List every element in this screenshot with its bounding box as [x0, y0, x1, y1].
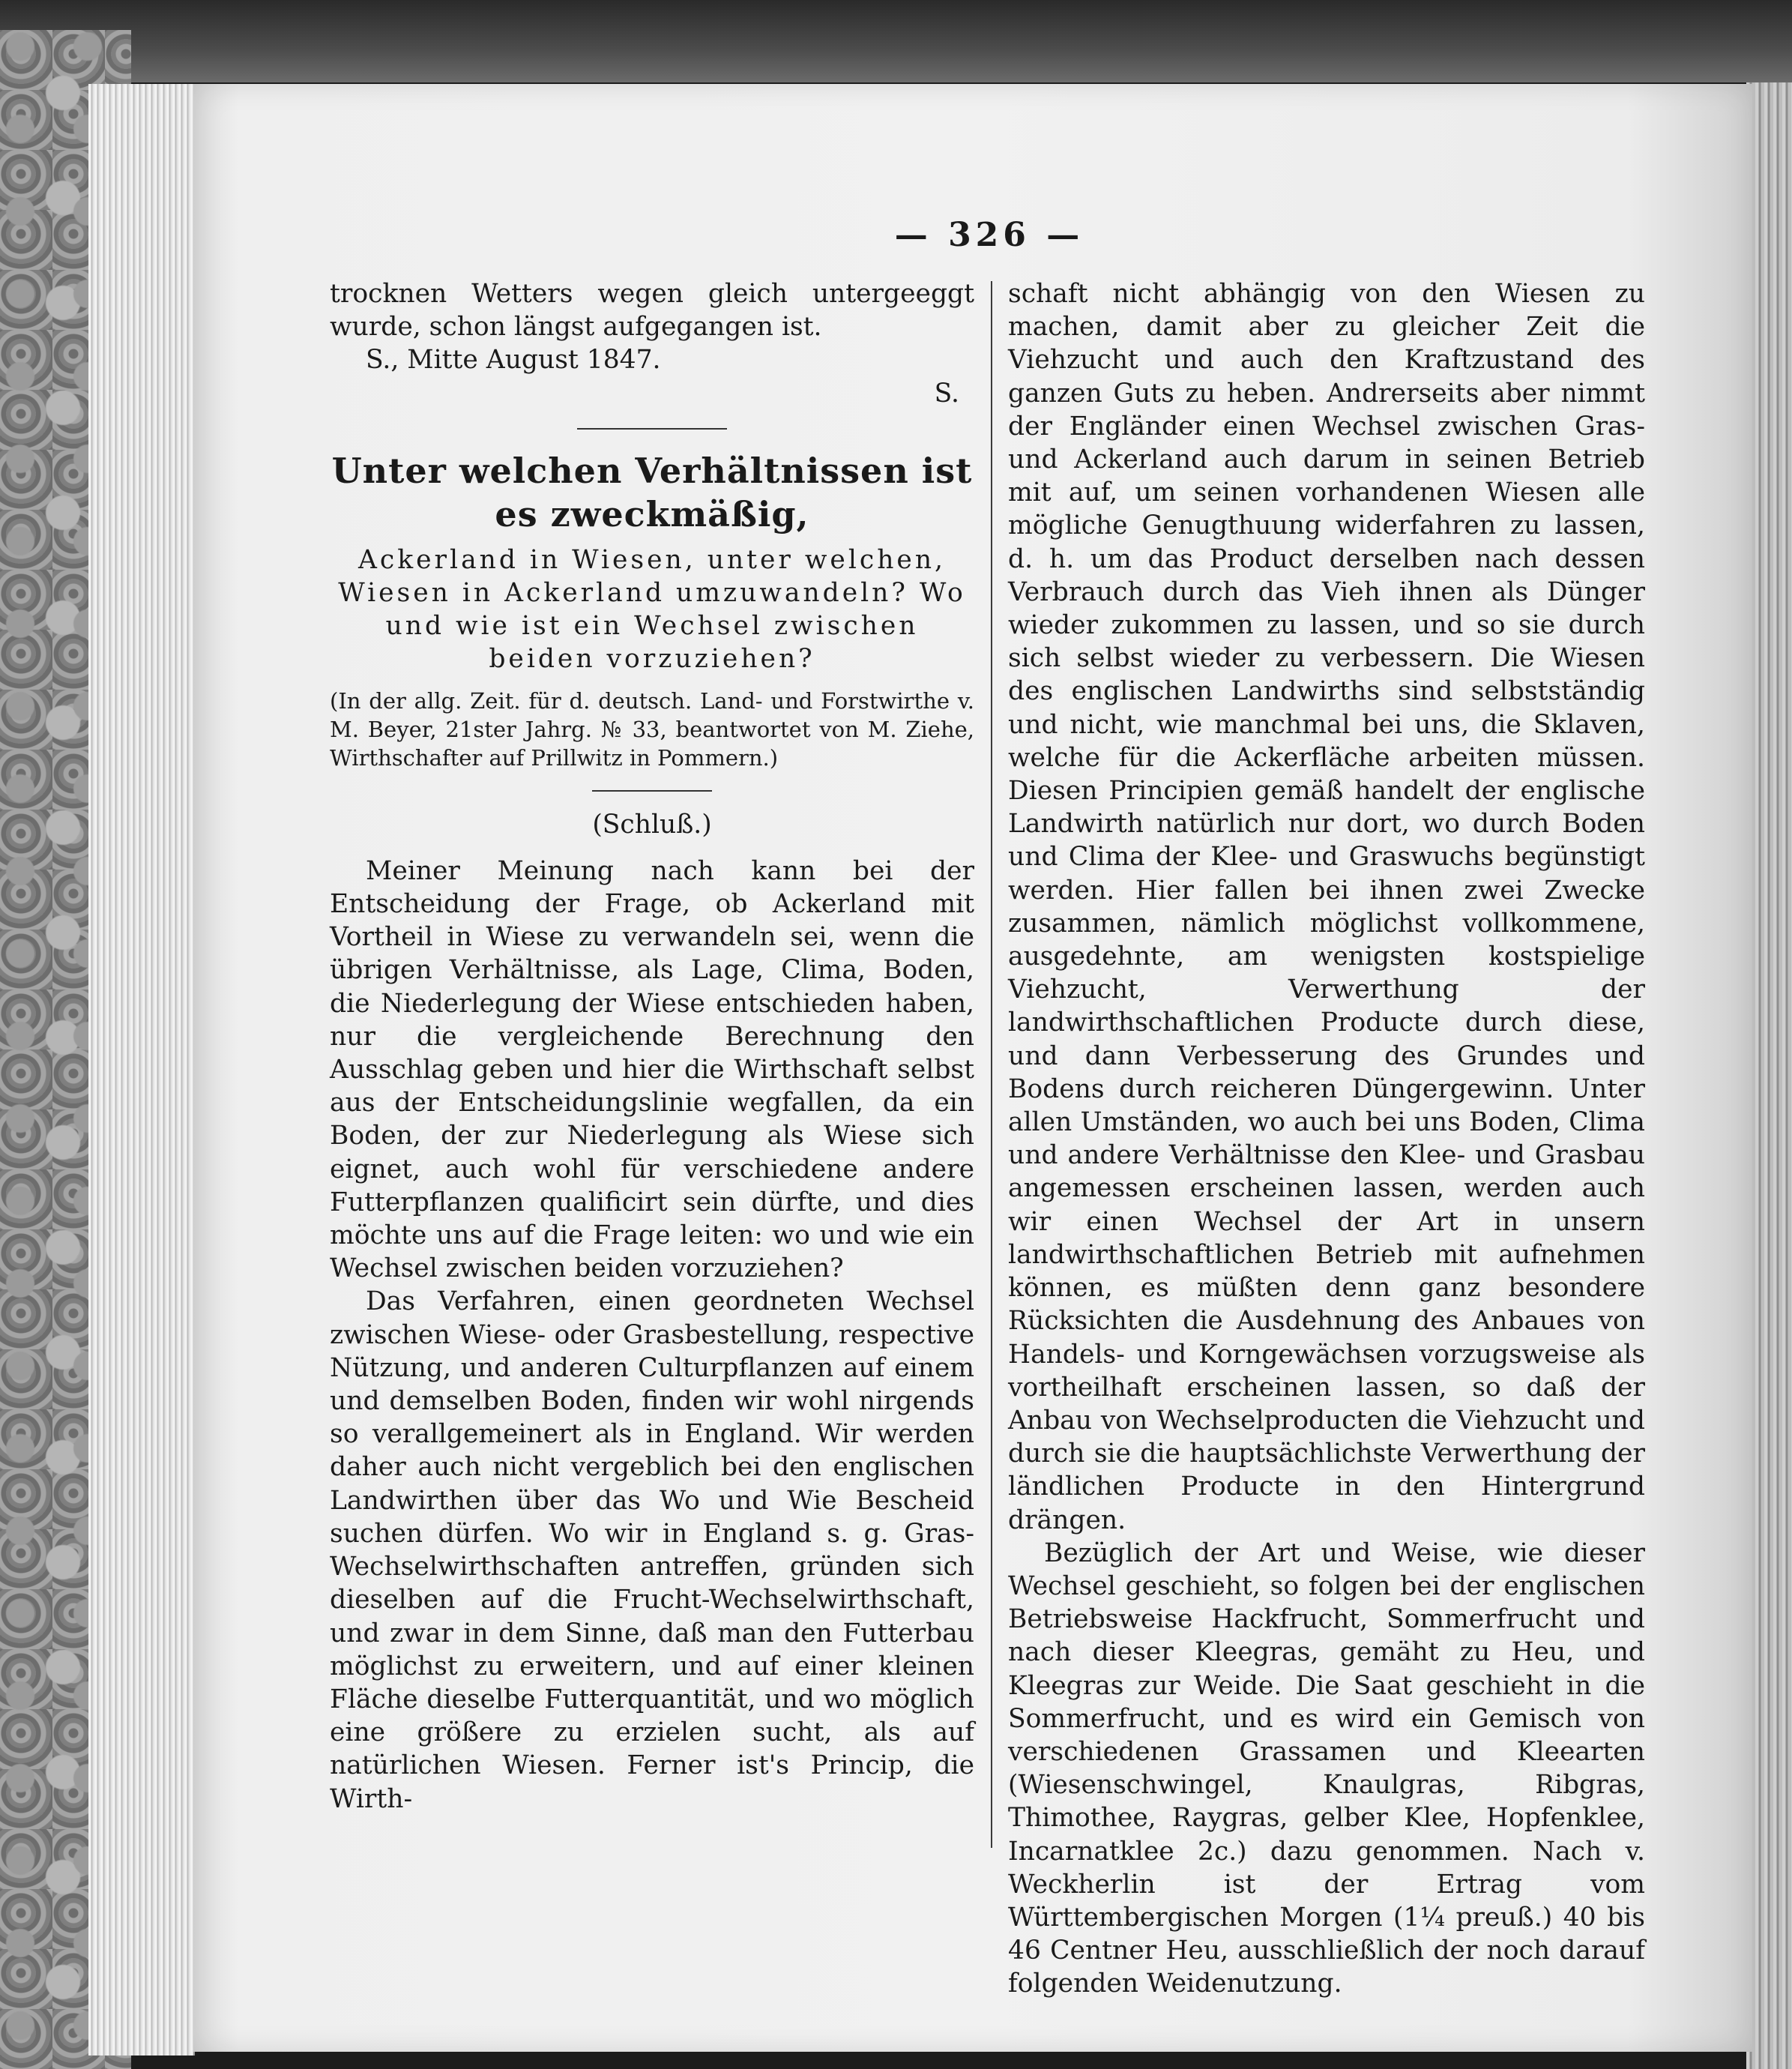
left-paragraph-1: Meiner Meinung nach kann bei der Entscheidung der Frage, ob Ackerland mit Vortheil in Wiese zu verwandeln sei, wenn die übrigen Verhältnisse, als Lage, Clima, Boden, die Niederlegung der Wiese entschieden haben, nur die vergleichende Berechnung den Ausschlag geben und hier die Wirthschaft selbst aus der Entscheidungslinie wegfallen, da ein Boden, der zur Niederlegung als Wiese sich eignet, auch wohl für verschiedene andere Futterpflanzen qualificirt sein dürfte, und dies möchte uns auf die Frage leiten: wo und wie ein Wechsel zwischen beiden vorzuziehen? [330, 855, 974, 1284]
section-label: (Schluß.) [592, 809, 712, 840]
page-number: — 326 — [894, 216, 1084, 254]
article-subtitle: Ackerland in Wiesen, unter welchen, Wiesen in Ackerland umzuwandeln? Wo und wie ist ein Wechsel zwischen beiden vorzuziehen? [338, 544, 966, 675]
column-rule [991, 281, 992, 1848]
page-stack-edge-right [1746, 82, 1792, 2069]
continuation-text: trocknen Wetters wegen gleich untergeeggt wurde, schon längst aufgegangen ist. [330, 279, 974, 343]
source-divider [592, 790, 712, 792]
page-stack-edge-left [88, 84, 195, 2056]
signature: S. [934, 378, 959, 409]
left-column [330, 277, 974, 1816]
right-paragraph-1: schaft nicht abhängig von den Wiesen zu machen, damit aber zu gleicher Zeit die Viehzucht und auch den Kraftzustand des ganzen Guts zu heben. Andrerseits aber nimmt der Engländer einen Wechsel zwischen Gras- und Ackerland auch darum in seinen Betrieb mit auf, um seinen vorhandenen Wiesen alle mögliche Genugthuung widerfahren zu lassen, d. h. um das Product derselben nach dessen Verbrauch durch das Vieh ihnen als Dünger wieder zukommen zu lassen, und so sie durch sich selbst wieder zu verbessern. Die Wiesen des englischen Landwirths sind selbstständig und nicht, wie manchmal bei uns, die Sklaven, welche für die Ackerfläche arbeiten müssen. Diesen Principien gemäß handelt der englische Landwirth natürlich nur dort, wo durch Boden und Clima der Klee- und Graswuchs begünstigt werden. Hier fallen bei ihnen zwei Zwecke zusammen, nämlich möglichst vollkommene, ausgedehnte, am wenigsten kostspielige Viehzucht, Verwerthung der landwirthschaftlichen Producte durch diese, und dann Verbesserung des Grundes und Bodens durch reicheren Düngergewinn. Unter allen Umständen, wo auch bei uns Boden, Clima und andere Verhältnisse den Klee- und Grasbau angemessen erscheinen lassen, werden auch wir einen Wechsel der Art in unsern landwirthschaftlichen Betrieb mit aufnehmen können, es müßten denn ganz besondere Rücksichten die Ausdehnung des Anbaues von Handels- und Korngewächsen vorzugsweise als vortheilhaft erscheinen lassen, so daß der Anbau von Wechselproducten die Viehzucht und durch sie die hauptsächlichste Verwerthung der ländlichen Producte in den Hintergrund drängen. [1008, 279, 1645, 1535]
right-column [1008, 277, 1645, 2001]
right-paragraph-2: Bezüglich der Art und Weise, wie dieser Wechsel geschieht, so folgen bei der englischen Betriebsweise Hackfrucht, Sommerfrucht und nach dieser Kleegras, gemäht zu Heu, und Kleegras zur Weide. Die Saat geschieht in die Sommerfrucht, und es wird ein Gemisch von verschiedenen Grassamen und Kleearten (Wiesenschwingel, Knaulgras, Ribgras, Thimothee, Raygras, gelber Klee, Hopfenklee, Incarnatklee 2c.) dazu genommen. Nach v. Weckherlin ist der Ertrag vom Württembergischen Morgen (1¼ preuß.) 40 bis 46 Centner Heu, ausschließlich der noch darauf folgenden Weidenutzung. [1008, 1538, 1645, 1999]
dateline: S., Mitte August 1847. [366, 345, 661, 376]
article-title: Unter welchen Verhältnissen ist es zweckmäßig, [331, 450, 973, 534]
section-divider [577, 428, 727, 430]
left-paragraph-2: Das Verfahren, einen geordneten Wechsel zwischen Wiese- oder Grasbestellung, respective Nützung, und anderen Culturpflanzen auf einem und demselben Boden, finden wir wohl nirgends so verallgemeinert als in England. Wir werden daher auch nicht vergeblich bei den englischen Landwirthen über das Wo und Wie Bescheid suchen dürfen. Wo wir in England s. g. Gras-Wechselwirthschaften antreffen, gründen sich dieselben auf die Frucht-Wechselwirthschaft, und zwar in dem Sinne, daß man den Futterbau möglichst zu erweitern, und auf einer kleinen Fläche dieselbe Futterquantität, und wo möglich eine größere zu erzielen sucht, als auf natürlichen Wiesen. Ferner ist's Princip, die Wirth- [330, 1286, 974, 1814]
article-source: (In der allg. Zeit. für d. deutsch. Land- und Forstwirthe v. M. Beyer, 21ster Jahrg. № 33, beantwortet von M. Ziehe, Wirthschafter auf Prillwitz in Pommern.) [330, 687, 974, 771]
book-cover-top [0, 0, 1792, 82]
